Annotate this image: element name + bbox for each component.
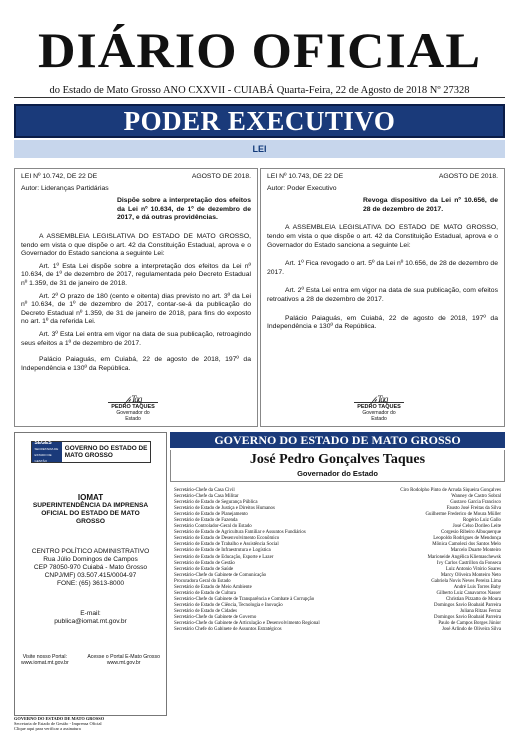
portal-egov xyxy=(87,654,160,666)
law-date: AGOSTO DE 2018. xyxy=(191,173,251,180)
roster-holder: Marcelo Duarte Monteiro xyxy=(450,548,501,554)
roster-office: Secretário de Estado de Desenvolvimento Econômico xyxy=(174,536,280,542)
law-closing: Palácio Paiaguás, em Cuiabá, 22 de agosto de 2018, 197º da Independência e 130º da República. xyxy=(21,356,251,372)
portal-link[interactable]: www.mt.gov.br xyxy=(106,660,141,666)
roster-holder: Domingos Savio Boabaid Parreira xyxy=(434,614,501,620)
section-subtitle: LEI xyxy=(14,140,505,158)
seges-logo xyxy=(31,441,151,463)
roster-holder: Ivy Carlos Castrillon da Fonseca xyxy=(436,560,501,566)
roster-holder: Christian Pizzatto de Moura xyxy=(445,596,501,602)
portal-iomat xyxy=(21,654,69,666)
roster-holder: Corgesio Ribeiro Albuquerque xyxy=(441,530,501,536)
law-date: AGOSTO DE 2018. xyxy=(438,173,498,180)
email-link[interactable]: publica@iomat.mt.gov.br xyxy=(54,618,127,625)
roster-office: Secretário de Estado de Cultura xyxy=(174,590,236,596)
roster-office: Secretário de Estado de Agricultura Familiar e Assuntos Fundiários xyxy=(174,530,306,536)
address-line: CENTRO POLÍTICO ADMINISTRATIVO xyxy=(31,548,150,555)
secretaries-roster xyxy=(170,488,505,716)
roster-holder: Luiz Antonio Vitório Soares xyxy=(445,566,501,572)
roster-office: Secretário-Chefe da Casa Militar xyxy=(174,494,239,500)
roster-holder: Guilherme Frederico de Moura Müller xyxy=(425,512,501,518)
left-signature xyxy=(108,396,158,422)
law-number: LEI Nº 10.743, DE 22 DE xyxy=(267,173,344,180)
footer-line[interactable]: Clique aqui para verificar a assinatura xyxy=(14,725,81,731)
governor-block xyxy=(170,450,505,482)
iomat-sidebar xyxy=(14,432,167,716)
roster-office: Secretário Controlador-Geral do Estado xyxy=(174,524,252,530)
law-ementa: Revoga dispositivo da Lei nº 10.656, de 28 de dezembro de 2017. xyxy=(363,197,498,213)
law-ementa: Dispõe sobre a interpretação dos efeitos da Lei nº 10.634, de 1º de dezembro de 2017, e dá outras providências. xyxy=(117,197,251,222)
law-article-2: Art. 2º O prazo de 180 (cento e oitenta) dias previsto no art. 3º da Lei nº 10.634, de 1º de dezembro de 2017, contar-se-á da publicação do Decreto Estadual nº 1.359, de 31 de janeiro de 2018, para fins do exposto no art. 1º da referida Lei. xyxy=(21,292,251,326)
law-article-1: Art. 1º Esta Lei dispõe sobre a interpretação dos efeitos da Lei nº 10.634, de 1º de dezembro de 2017, regulamentada pelo Decreto Estadual nº 1.359, de 31 de janeiro de 2018. xyxy=(21,262,251,287)
masthead xyxy=(14,22,505,88)
law-author: Autor: Lideranças Partidárias xyxy=(21,184,109,192)
roster-holder: Leopoldo Rodrigues de Mendonça xyxy=(433,536,501,542)
newspaper-title: DIÁRIO OFICIAL xyxy=(37,24,482,79)
dateline: do Estado de Mato Grosso ANO CXXVII - CUIABÁ Quarta-Feira, 22 de Agosto de 2018 Nº 27328 xyxy=(14,84,505,98)
roster-holder: Gilberto Luiz Canavarros Nasser xyxy=(436,590,501,596)
portal-link[interactable]: www.iomat.mt.gov.br xyxy=(21,660,69,666)
government-bar: GOVERNO DO ESTADO DE MATO GROSSO xyxy=(170,432,505,448)
roster-office: Secretário de Estado de Segurança Pública xyxy=(174,500,258,506)
signature-role: Governador do Estado xyxy=(116,410,150,422)
roster-office: Secretário de Estado de Trabalho e Assistência Social xyxy=(174,542,279,548)
iomat-title: IOMAT xyxy=(77,493,104,502)
roster-holder: Gustavo Garcia Francisco xyxy=(450,500,501,506)
roster-office: Secretário de Estado de Cidades xyxy=(174,608,238,614)
email-label: E-mail: xyxy=(80,610,101,617)
seges-logo-text: GOVERNO DO ESTADO DE MATO GROSSO xyxy=(64,445,148,459)
footer-line: Secretaria de Estado de Gestão - Imprensa Oficial xyxy=(14,720,102,726)
law-header xyxy=(21,173,251,182)
seges-logo-block xyxy=(32,442,62,462)
roster-holder: Marcy Oliveira Monteiro Neto xyxy=(440,572,501,578)
roster-office: Secretário de Estado de Infraestrutura e Logística xyxy=(174,548,271,554)
law-10743-column xyxy=(260,168,505,427)
phone: FONE: (65) 3613-8000 xyxy=(56,580,125,587)
roster-office: Secretário de Estado de Meio Ambiente xyxy=(174,584,252,590)
roster-holder: Wanney de Castro Sobral xyxy=(451,494,501,500)
signature-name: PEDRO TAQUES xyxy=(108,402,158,410)
roster-office: Secretário-Chefe do Gabinete de Governo xyxy=(174,614,257,620)
roster-office: Procuradora Geral do Estado xyxy=(174,578,231,584)
roster-holder: Juliana Ritzas Ferraz xyxy=(459,608,501,614)
roster-holder: Rogério Luiz Gallo xyxy=(462,518,501,524)
portal-label: Visite nosso Portal: xyxy=(22,654,68,660)
signature-scrawl: 𝓅 Taq xyxy=(370,394,388,404)
roster-office: Secretário de Estado de Gestão xyxy=(174,560,235,566)
roster-office: Secretário de Estado de Saúde xyxy=(174,566,234,572)
address-line: CEP 78050-970 Cuiabá - Mato Grosso xyxy=(33,564,148,571)
roster-office: Secretário de Estado de Planejamento xyxy=(174,512,248,518)
roster-holder: Mônica Camolezi dos Santos Melo xyxy=(432,542,501,548)
address-line: Rua Júlio Domingos de Campos xyxy=(43,556,138,563)
law-preamble: A ASSEMBLEIA LEGISLATIVA DO ESTADO DE MATO GROSSO, tendo em vista o que dispõe o art. 42 da Constituição Estadual, aprova e o Governador do Estado sanciona a seguinte Lei: xyxy=(267,224,498,249)
roster-office: Secretário Chefe do Gabinete de Assuntos Estratégicos xyxy=(174,627,282,633)
roster-row xyxy=(174,627,501,633)
roster-holder: José Arlindo de Oliveira Silva xyxy=(442,627,501,633)
governor-name: José Pedro Gonçalves Taques xyxy=(249,452,426,467)
law-article-2: Art. 2º Esta Lei entra em vigor na data de sua publicação, com efeitos retroativos a 28 de dezembro de 2017. xyxy=(267,287,498,303)
signature-name: PEDRO TAQUES xyxy=(354,402,404,410)
law-number: LEI Nº 10.742, DE 22 DE xyxy=(21,173,98,180)
roster-office: Secretário de Estado de Fazenda xyxy=(174,518,238,524)
iomat-description: SUPERINTENDÊNCIA DA IMPRENSA OFICIAL DO ESTADO DE MATO GROSSO xyxy=(32,502,149,525)
footer-line: GOVERNO DO ESTADO DE MATO GROSSO xyxy=(14,716,105,721)
right-signature xyxy=(354,396,404,422)
roster-office: Secretário de Estado de Educação, Esporte e Lazer xyxy=(174,554,274,560)
roster-office: Secretário-Chefe do Gabinete de Transparência e Combate à Corrupção xyxy=(174,596,315,602)
signature-role: Governador do Estado xyxy=(362,410,396,422)
roster-holder: Gabriela Novis Neves Pereira Lima xyxy=(431,578,501,584)
roster-office: Secretário-Chefe do Gabinete de Comunicação xyxy=(174,572,267,578)
roster-holder: José Celso Dorileo Leite xyxy=(452,524,501,530)
law-header xyxy=(267,173,498,182)
law-article-3: Art. 3º Esta Lei entra em vigor na data de sua publicação, retroagindo seus efeitos a 1º de dezembro de 2017. xyxy=(21,330,251,347)
roster-office: Secretário de Estado de Justiça e Direitos Humanos xyxy=(174,506,275,512)
roster-office: Secretário-Chefe da Casa Civil xyxy=(174,488,235,493)
roster-holder: Fausto José Freitas da Silva xyxy=(446,506,501,512)
roster-office: Secretário de Estado de Ciência, Tecnologia e Inovação xyxy=(174,602,283,608)
governor-role: Governador do Estado xyxy=(297,469,378,478)
law-article-1: Art. 1º Fica revogado o art. 5º da Lei nº 10.656, de 28 de dezembro de 2017. xyxy=(267,260,498,276)
law-author: Autor: Poder Executivo xyxy=(267,184,337,192)
roster-holder: André Luis Torres Baby xyxy=(453,584,501,590)
roster-office: Secretário-Chefe do Gabinete de Articulação e Desenvolvimento Regional xyxy=(174,621,320,627)
roster-holder: Domingos Savio Boabaid Parreira xyxy=(434,602,501,608)
law-closing: Palácio Paiaguás, em Cuiabá, 22 de agosto de 2018, 197º da Independência e 130º da República. xyxy=(267,314,498,331)
page-footer xyxy=(14,717,214,731)
roster-holder: Marioneide Angélica Kliemaschewsk xyxy=(427,554,501,560)
roster-holder: Ciro Rodolpho Pinto de Arruda Siqueira Gonçalves xyxy=(400,488,501,493)
law-10742-column xyxy=(14,168,258,427)
portal-label: Acesse o Portal E-Mato Grosso xyxy=(87,654,160,660)
cnpj: CNPJ/MF) 03.507.415/0004-97 xyxy=(44,572,137,579)
roster-holder: Paulo de Campos Borges Júnior xyxy=(438,621,501,627)
law-preamble: A ASSEMBLEIA LEGISLATIVA DO ESTADO DE MATO GROSSO, tendo em vista o que dispõe o art. 42 da Constituição Estadual, aprova e o Governador do Estado sanciona a seguinte Lei: xyxy=(21,232,251,258)
section-title: PODER EXECUTIVO xyxy=(14,104,505,138)
portal-links xyxy=(15,654,166,666)
seges-acronym: SEGES xyxy=(34,440,52,446)
seges-subtitle: SECRETARIA DE ESTADO DE GESTÃO xyxy=(34,447,59,463)
signature-scrawl: 𝓅 Taq xyxy=(124,394,142,404)
